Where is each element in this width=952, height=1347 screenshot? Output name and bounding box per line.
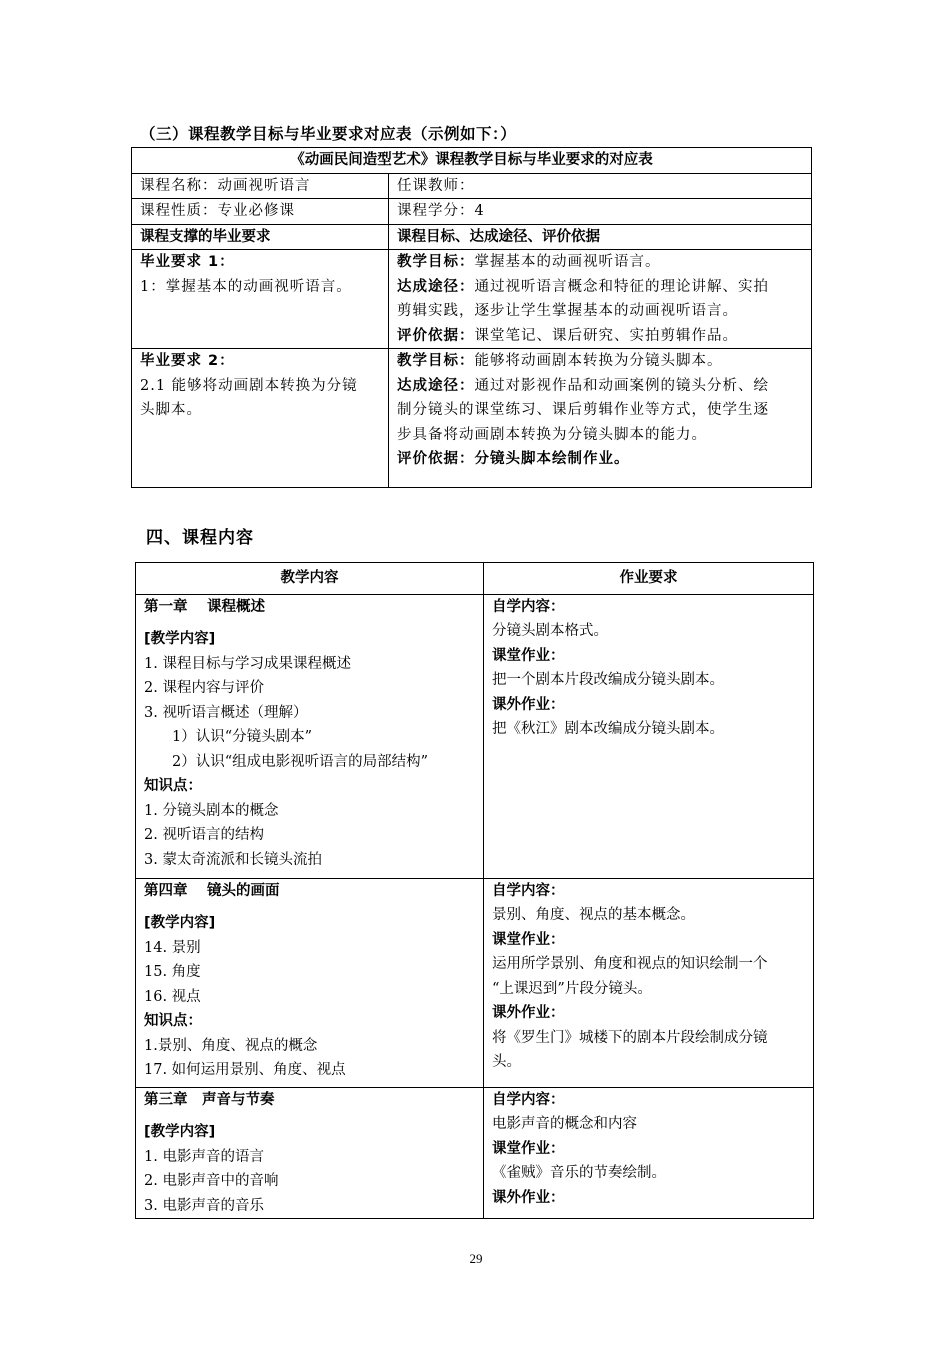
table-row (136, 594, 814, 878)
list-item: 14. 景别 (144, 939, 201, 956)
req2-path-line2: 制分镜头的课堂练习、课后剪辑作业等方式，使学生逐 (397, 402, 769, 418)
table-title: 《动画民间造型艺术》课程教学目标与毕业要求的对应表 (132, 148, 812, 174)
col-header-requirements: 课程支撑的毕业要求 (132, 224, 389, 250)
col-header-objectives: 课程目标、达成途径、评价依据 (389, 224, 812, 250)
self-study-label: 自学内容： (492, 598, 565, 615)
req2-eval-label: 评价依据： (397, 451, 475, 467)
table-row (132, 250, 812, 349)
col-header-homework: 作业要求 (484, 563, 814, 595)
page-number: 29 (469, 1251, 483, 1266)
homework-line2: 头。 (492, 1054, 521, 1070)
req1-goal-label: 教学目标： (397, 254, 475, 270)
req2-desc-line2: 头脚本。 (140, 402, 202, 418)
list-item: 1. 电影声音的语言 (144, 1148, 264, 1165)
req2-goal-label: 教学目标： (397, 353, 475, 369)
req2-eval: 分镜头脚本绘制作业。 (474, 451, 630, 467)
list-item: 3. 视听语言概述（理解） (144, 704, 308, 721)
list-item: 2. 课程内容与评价 (144, 680, 264, 696)
list-item: 1.景别、角度、视点的概念 (144, 1037, 318, 1054)
list-subitem: 2）认识“组成电影视听语言的局部结构” (172, 753, 429, 770)
chapter-title: 第一章 课程概述 (144, 598, 266, 615)
list-item: 2. 视听语言的结构 (144, 827, 264, 843)
chapter-title: 第三章 声音与节奏 (144, 1091, 275, 1108)
req1-desc: 1：掌握基本的动画视听语言。 (140, 278, 352, 295)
req1-path-label: 达成途径： (397, 278, 475, 295)
list-item: 17. 如何运用景别、角度、视点 (144, 1062, 346, 1078)
self-study: 景别、角度、视点的基本概念。 (492, 907, 695, 923)
homework-line1: 将《罗生门》城楼下的剧本片段绘制成分镜 (492, 1029, 768, 1046)
points-label: 知识点： (144, 1013, 202, 1029)
class-work-label: 课堂作业： (492, 931, 565, 948)
req2-title: 毕业要求 2： (140, 353, 235, 369)
req1-eval-label: 评价依据： (397, 327, 475, 344)
list-item: 1. 课程目标与学习成果课程概述 (144, 655, 351, 672)
table-row (136, 1087, 814, 1219)
content-label: [教学内容] (144, 1124, 216, 1140)
self-study-label: 自学内容： (492, 882, 565, 899)
self-study: 电影声音的概念和内容 (492, 1116, 637, 1132)
course-type: 课程性质：专业必修课 (132, 199, 389, 225)
list-item: 3. 蒙太奇流派和长镜头流拍 (144, 851, 322, 868)
req2-path-label: 达成途径： (397, 377, 475, 394)
list-subitem: 1）认识“分镜头剧本” (172, 729, 313, 745)
req2-path-line1: 通过对影视作品和动画案例的镜头分析、绘 (474, 377, 769, 394)
list-item: 2. 电影声音中的音响 (144, 1173, 279, 1189)
table-row (132, 349, 812, 488)
points-label: 知识点： (144, 778, 202, 794)
list-item: 3. 电影声音的音乐 (144, 1197, 264, 1214)
class-work-line2: “上课迟到”片段分镜头。 (492, 980, 652, 997)
homework-label: 课外作业： (492, 696, 565, 713)
req2-goal: 能够将动画剧本转换为分镜头脚本。 (474, 353, 723, 369)
content-label: [教学内容] (144, 915, 216, 931)
chapter-title: 第四章 镜头的画面 (144, 882, 280, 899)
class-work-line1: 运用所学景别、角度和视点的知识绘制一个 (492, 956, 768, 972)
self-study-label: 自学内容： (492, 1091, 565, 1108)
list-item: 1. 分镜头剧本的概念 (144, 802, 279, 819)
course-name: 课程名称：动画视听语言 (132, 173, 389, 199)
objectives-table (131, 147, 812, 488)
req1-title: 毕业要求 1： (140, 254, 235, 270)
list-item: 15. 角度 (144, 964, 201, 980)
homework-label: 课外作业： (492, 1005, 565, 1021)
course-teacher: 任课教师： (389, 173, 812, 199)
req2-path-line3: 步具备将动画剧本转换为分镜头脚本的能力。 (397, 426, 707, 443)
req1-path-line2: 剪辑实践，逐步让学生掌握基本的动画视听语言。 (397, 303, 738, 319)
section-4-heading: 四、课程内容 (146, 528, 254, 548)
class-work-label: 课堂作业： (492, 1140, 565, 1157)
col-header-content: 教学内容 (136, 563, 484, 595)
list-item: 16. 视点 (144, 988, 201, 1005)
content-label: [教学内容] (144, 631, 216, 647)
req1-eval: 课堂笔记、课后研究、实拍剪辑作品。 (474, 327, 738, 344)
class-work: 《雀贼》音乐的节奏绘制。 (492, 1165, 666, 1181)
homework-label: 课外作业： (492, 1189, 565, 1206)
course-credits: 课程学分：4 (389, 199, 812, 225)
req1-goal: 掌握基本的动画视听语言。 (474, 254, 661, 270)
req1-path-line1: 通过视听语言概念和特征的理论讲解、实拍 (474, 278, 769, 295)
table-row (136, 878, 814, 1087)
self-study: 分镜头剧本格式。 (492, 623, 608, 639)
section-3-heading: （三）课程教学目标与毕业要求对应表（示例如下：） (140, 125, 517, 143)
content-table (135, 562, 814, 1219)
class-work-label: 课堂作业： (492, 647, 565, 664)
class-work: 把一个剧本片段改编成分镜头剧本。 (492, 672, 724, 688)
homework: 把《秋江》剧本改编成分镜头剧本。 (492, 721, 724, 737)
req2-desc-line1: 2.1 能够将动画剧本转换为分镜 (140, 377, 358, 394)
